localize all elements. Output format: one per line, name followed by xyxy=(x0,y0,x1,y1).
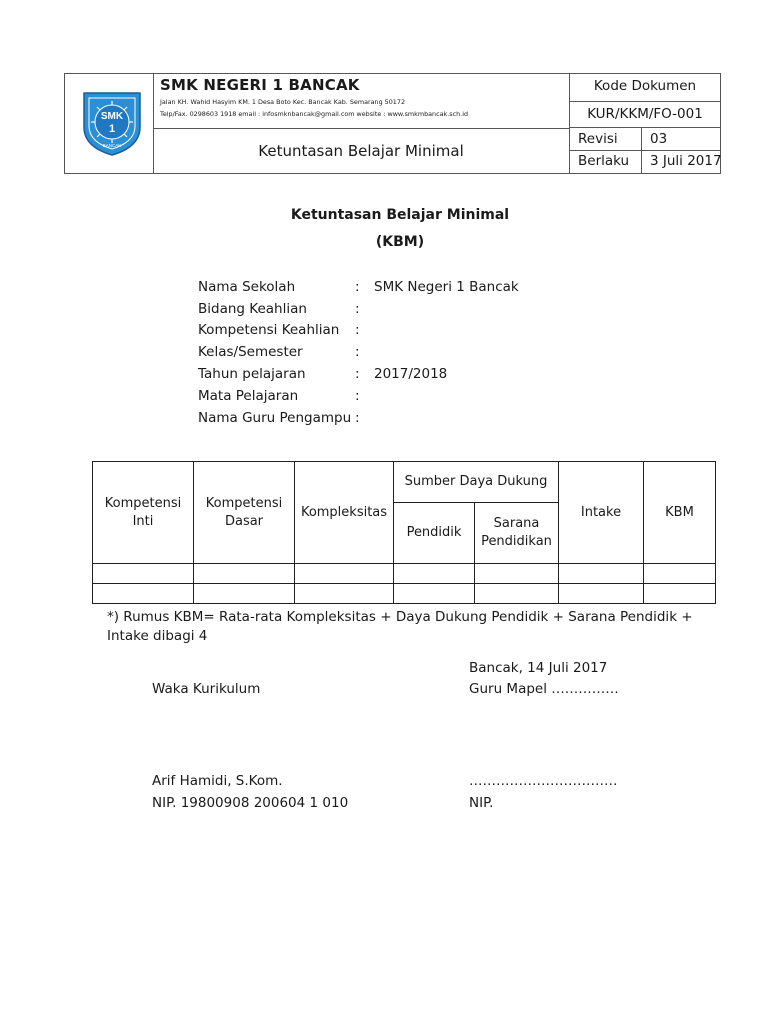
header-intake: Intake xyxy=(559,462,644,564)
field-label: Kelas/Semester xyxy=(198,344,303,360)
header-kompetensi-dasar: Kompetensi Dasar xyxy=(194,462,295,564)
field-colon: : xyxy=(355,301,360,317)
header-divider xyxy=(641,127,642,174)
table-row xyxy=(93,564,716,584)
header-kompetensi-inti: Kompetensi Inti xyxy=(93,462,194,564)
field-colon: : xyxy=(355,410,360,426)
logo-text-bottom: BANCAK xyxy=(102,143,122,148)
field-colon: : xyxy=(355,322,360,338)
table-cell[interactable] xyxy=(194,564,295,584)
document-title: Ketuntasan Belajar Minimal xyxy=(290,207,510,223)
berlaku-value: 3 Juli 2017 xyxy=(650,153,722,169)
field-label: Bidang Keahlian xyxy=(198,301,307,317)
table-row xyxy=(93,584,716,604)
school-name: SMK NEGERI 1 BANCAK xyxy=(160,76,360,94)
revisi-label: Revisi xyxy=(578,131,618,147)
field-label: Mata Pelajaran xyxy=(198,388,299,404)
left-signer-role: Waka Kurikulum xyxy=(152,681,261,697)
header-divider xyxy=(153,128,569,129)
table-cell[interactable] xyxy=(644,584,716,604)
table-cell[interactable] xyxy=(394,564,475,584)
field-label: Nama Sekolah xyxy=(198,279,296,295)
header-divider xyxy=(569,150,721,151)
table-cell[interactable] xyxy=(93,564,194,584)
kbm-table xyxy=(92,461,716,604)
field-colon: : xyxy=(355,366,360,382)
header-pendidik: Pendidik xyxy=(394,503,475,564)
revisi-value: 03 xyxy=(650,131,668,147)
table-cell[interactable] xyxy=(644,564,716,584)
berlaku-label: Berlaku xyxy=(578,153,630,169)
table-cell[interactable] xyxy=(194,584,295,604)
left-signer-nip: NIP. 19800908 200604 1 010 xyxy=(152,795,349,811)
header-sarana-pendidikan: Sarana Pendidikan xyxy=(475,503,559,564)
field-label: Kompetensi Keahlian xyxy=(198,322,340,338)
logo-text-top: SMK xyxy=(100,111,124,122)
table-cell[interactable] xyxy=(559,564,644,584)
kode-dokumen-label: Kode Dokumen xyxy=(593,78,697,94)
table-header-row xyxy=(93,462,716,503)
table-cell[interactable] xyxy=(93,584,194,604)
table-cell[interactable] xyxy=(295,564,394,584)
field-colon: : xyxy=(355,344,360,360)
header-document-title: Ketuntasan Belajar Minimal xyxy=(258,142,464,160)
header-kbm: KBM xyxy=(644,462,716,564)
field-value: 2017/2018 xyxy=(374,366,448,382)
field-value: SMK Negeri 1 Bancak xyxy=(374,279,519,295)
table-cell[interactable] xyxy=(475,584,559,604)
school-contact: Telp/Fax. 0298603 1918 email : infosmknbancak@gmail.com website : www.smkmbancak.sch.id xyxy=(160,110,469,118)
header-kompleksitas: Kompleksitas xyxy=(295,462,394,564)
table-cell[interactable] xyxy=(559,584,644,604)
right-signer-name: …………………………… xyxy=(469,773,618,789)
header-divider xyxy=(569,127,721,128)
formula-note: *) Rumus KBM= Rata-rata Kompleksitas + Daya Dukung Pendidik + Sarana Pendidik + Intake dibagi 4 xyxy=(107,609,693,644)
right-signer-role: Guru Mapel …………… xyxy=(469,681,619,697)
school-address: Jalan KH. Wahid Hasyim KM. 1 Desa Boto Kec. Bancak Kab. Semarang 50172 xyxy=(160,98,406,106)
field-label: Nama Guru Pengampu xyxy=(198,410,352,426)
field-colon: : xyxy=(355,279,360,295)
kode-dokumen-value: KUR/KKM/FO-001 xyxy=(587,106,703,122)
field-label: Tahun pelajaran xyxy=(198,366,306,382)
logo-text-number: 1 xyxy=(108,123,116,135)
document-subtitle: (KBM) xyxy=(375,234,425,250)
place-date: Bancak, 14 Juli 2017 xyxy=(469,660,608,676)
table-cell[interactable] xyxy=(394,584,475,604)
left-signer-name: Arif Hamidi, S.Kom. xyxy=(152,773,283,789)
table-cell[interactable] xyxy=(295,584,394,604)
header-divider xyxy=(569,101,721,102)
header-sumber-daya-dukung: Sumber Daya Dukung xyxy=(394,462,559,503)
field-colon: : xyxy=(355,388,360,404)
table-cell[interactable] xyxy=(475,564,559,584)
right-signer-nip: NIP. xyxy=(469,795,494,811)
school-logo-icon xyxy=(80,89,144,157)
